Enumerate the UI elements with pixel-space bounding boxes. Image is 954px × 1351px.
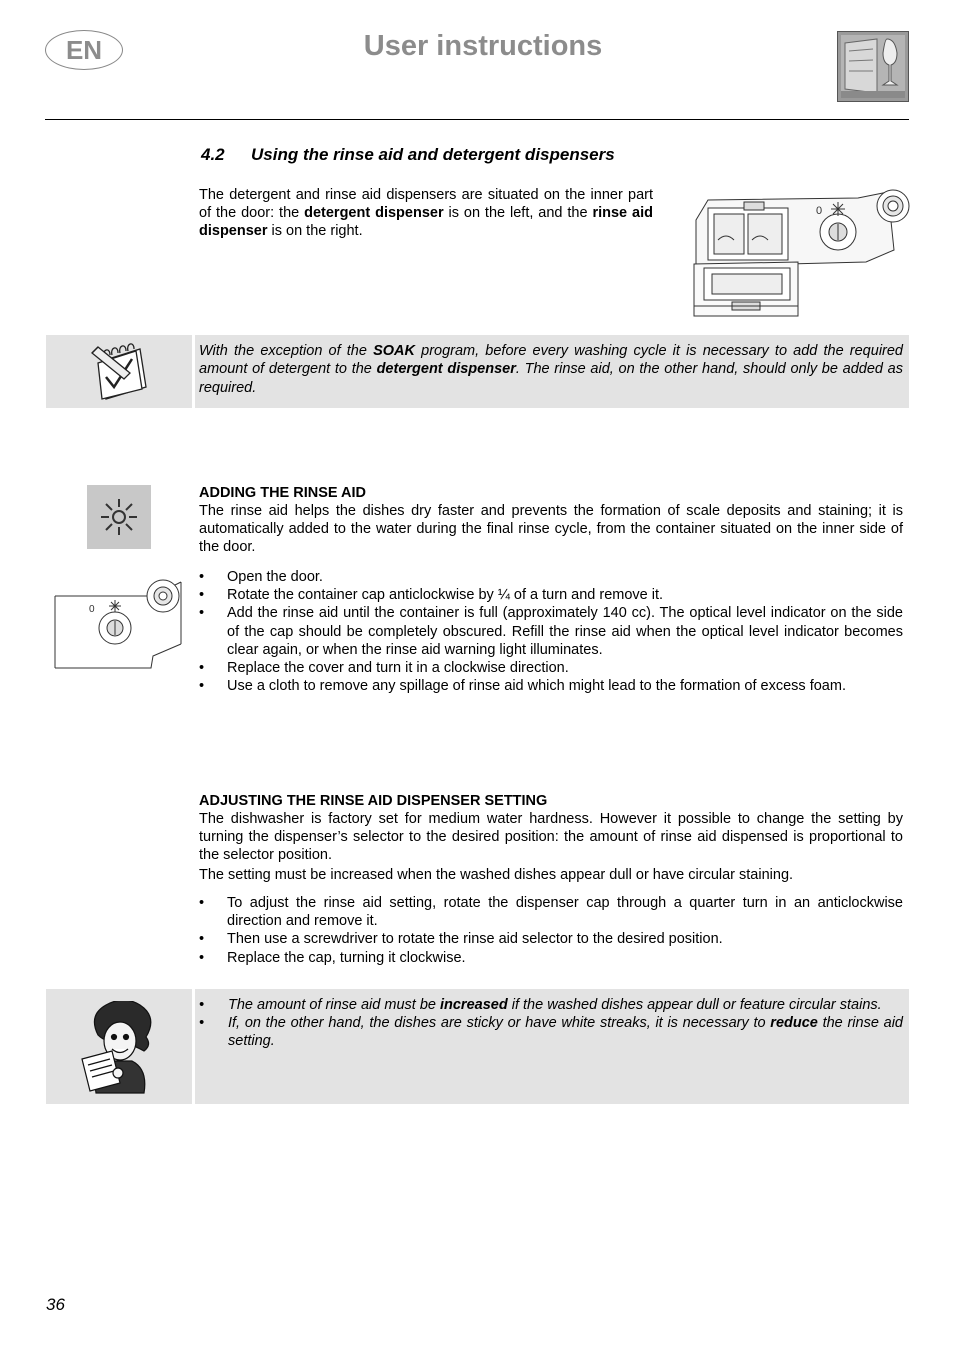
list-item: • Add the rinse aid until the container is full (approximately 140 cc). The optical level indicator on the side of the cap should be completely obscured. Refill the rinse aid when the optical level indicator becomes clear again, or when the rinse aid warning light illuminates.: [199, 605, 903, 658]
language-badge: EN: [45, 30, 123, 70]
adjusting-steps-list: [199, 894, 903, 967]
intro-paragraph: The detergent and rinse aid dispensers are situated on the inner part of the door: the detergent dispenser is on the left, and the rinse aid dispenser is on the right.: [199, 187, 653, 240]
woman-reading-notes-icon: [78, 1001, 162, 1095]
list-item: • To adjust the rinse aid setting, rotate the dispenser cap through a quarter turn in an anticlockwise direction and remove it.: [199, 895, 903, 930]
section-heading: [201, 145, 615, 165]
list-item: • Open the door.: [199, 569, 323, 585]
note-text-cell: [195, 989, 909, 1104]
svg-text:0: 0: [816, 205, 823, 217]
header-divider: [45, 119, 909, 120]
note-list: [199, 996, 903, 1051]
list-item: • Use a cloth to remove any spillage of rinse aid which might lead to the formation of excess foam.: [199, 678, 846, 695]
rinse-aid-cap-illustration: [53, 574, 183, 670]
adjusting-setting-heading: ADJUSTING THE RINSE AID DISPENSER SETTING: [199, 793, 548, 809]
adjusting-paragraph: The dishwasher is factory set for medium water hardness. However it possible to change the setting by turning the dispenser’s selector to the desired position: the amount of rinse aid dispensed is proportional to the selector position.: [199, 811, 903, 864]
note-icon-cell: [46, 989, 192, 1104]
note-icon-cell: [46, 335, 192, 408]
adding-steps-list: [199, 568, 903, 695]
dispenser-illustration: [688, 180, 910, 322]
list-item: • Replace the cover and turn it in a clockwise direction.: [199, 660, 569, 677]
section-title: Using the rinse aid and detergent dispensers: [251, 145, 615, 164]
dishwasher-logo-icon: [837, 31, 909, 102]
list-item: • Replace the cap, turning it clockwise.: [199, 949, 466, 966]
page-title: User instructions: [363, 30, 603, 62]
adjusting-paragraph: The setting must be increased when the washed dishes appear dull or have circular staining.: [199, 867, 794, 883]
rinse-aid-symbol-icon: [87, 485, 151, 549]
page-number: 36: [46, 1295, 65, 1314]
list-item: • Then use a screwdriver to rotate the rinse aid selector to the desired position.: [199, 931, 723, 948]
list-item: • If, on the other hand, the dishes are sticky or have white streaks, it is necessary to reduce the rinse aid setting.: [199, 1015, 903, 1050]
list-item: • Rotate the container cap anticlockwise by ¼ of a turn and remove it.: [199, 587, 664, 604]
adding-rinse-aid-paragraph: The rinse aid helps the dishes dry faster and prevents the formation of scale deposits and staining; it is automatically added to the water during the final rinse cycle, from the container situated on the inner side of the door.: [199, 503, 903, 556]
svg-text:0: 0: [89, 604, 95, 615]
adding-rinse-aid-heading: ADDING THE RINSE AID: [199, 485, 367, 501]
notepad-pencil-icon: [88, 343, 150, 401]
list-item: • The amount of rinse aid must be increased if the washed dishes appear dull or feature circular stains.: [199, 997, 882, 1013]
note-paragraph: With the exception of the SOAK program, before every washing cycle it is necessary to add the required amount of detergent to the detergent dispenser. The rinse aid, on the other hand, should only be added as required.: [199, 343, 903, 396]
note-text-cell: [195, 335, 909, 408]
section-number: 4.2: [201, 145, 225, 164]
